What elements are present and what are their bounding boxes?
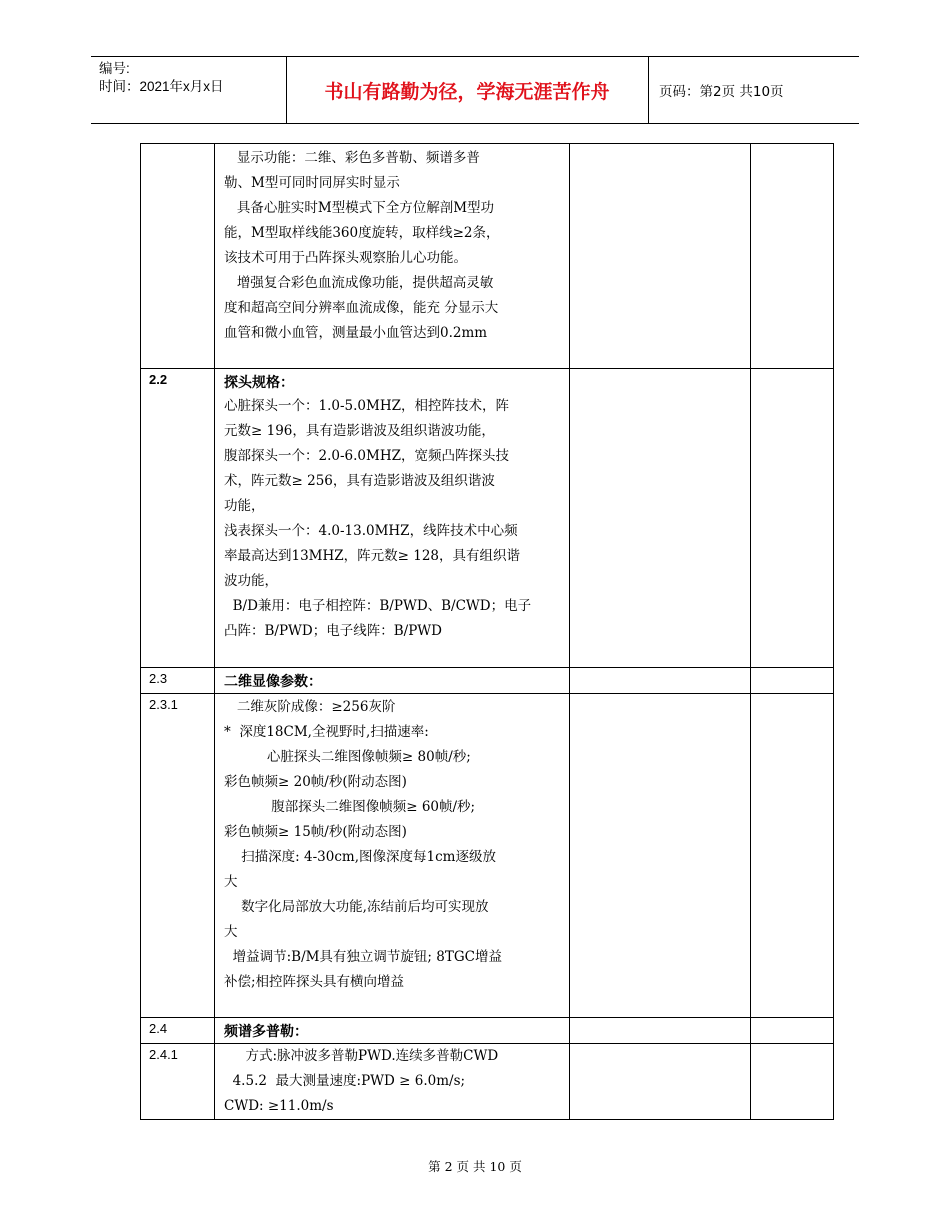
spec-line: 波功能， (224, 573, 278, 589)
header-divider (648, 57, 649, 123)
spec-line: 心脏探头二维图像帧频≥ 80帧/秒; (224, 749, 471, 765)
spec-line: 元数≥ 196，具有造影谐波及组织谐波功能， (224, 423, 495, 439)
spec-line: CWD: ≥11.0m/s (224, 1098, 334, 1114)
spec-line: 方式:脉冲波多普勒PWD.连续多普勒CWD (224, 1048, 499, 1064)
table-row (141, 144, 834, 369)
spec-line: * 深度18CM,全视野时,扫描速率: (224, 724, 429, 740)
spec-line: 凸阵：B/PWD；电子线阵：B/PWD (224, 623, 443, 639)
spec-line: 度和超高空间分辨率血流成像，能充 分显示大 (224, 300, 499, 316)
spec-line: 腹部探头二维图像帧频≥ 60帧/秒; (224, 799, 476, 815)
header-motto: 书山有路勤为径，学海无涯苦作舟 (324, 80, 610, 103)
spec-line: 率最高达到13MHZ，阵元数≥ 128，具有组织谐 (224, 548, 521, 564)
spec-line: 该技术可用于凸阵探头观察胎儿心功能。 (224, 250, 467, 266)
remarks-cell (751, 668, 834, 694)
page-footer: 第 2 页 共 10 页 (428, 1159, 522, 1174)
time-label: 时间：2021年x月x日 (99, 79, 224, 94)
item-number-cell: 2.4.1 (141, 1044, 215, 1120)
spec-line: 彩色帧频≥ 20帧/秒(附动态图) (224, 774, 407, 790)
spec-line: 增强复合彩色血流成像功能，提供超高灵敏 (224, 275, 494, 291)
spec-line: 腹部探头一个：2.0-6.0MHZ，宽频凸阵探头技 (224, 448, 509, 464)
item-number-cell (141, 144, 215, 369)
spec-line: 心脏探头一个：1.0-5.0MHZ，相控阵技术，阵 (224, 398, 509, 414)
spec-line: 勒、M型可同时同屏实时显示 (224, 175, 400, 191)
item-number-cell: 2.4 (141, 1018, 215, 1044)
spec-text-cell (215, 694, 570, 1018)
spec-line: 二维灰阶成像：≥256灰阶 (224, 699, 396, 715)
remarks-cell (751, 694, 834, 1018)
spec-line: 功能， (224, 498, 265, 514)
spec-line: 4.5.2 最大测量速度:PWD ≥ 6.0m/s; (224, 1073, 466, 1089)
number-label: 编号: (99, 61, 130, 76)
spec-line: 彩色帧频≥ 15帧/秒(附动态图) (224, 824, 407, 840)
spec-text-cell (215, 144, 570, 369)
item-number-cell: 2.3.1 (141, 694, 215, 1018)
response-cell (570, 144, 751, 369)
spec-line: 能，M型取样线能360度旋转，取样线≥2条， (224, 225, 500, 241)
section-title: 频谱多普勒： (224, 1024, 308, 1040)
spec-text-cell (215, 668, 570, 694)
spec-line: 浅表探头一个：4.0-13.0MHZ，线阵技术中心频 (224, 523, 518, 539)
table-row (141, 369, 834, 668)
remarks-cell (751, 1018, 834, 1044)
header-page-number: 页码：第2页 共10页 (659, 84, 784, 100)
table-row (141, 668, 834, 694)
spec-line: 血管和微小血管，测量最小血管达到0.2mm (224, 325, 488, 341)
spec-text-cell (215, 1018, 570, 1044)
table-row (141, 1018, 834, 1044)
spec-line: 显示功能：二维、彩色多普勒、频谱多普 (224, 150, 480, 166)
table-row (141, 694, 834, 1018)
spec-table (140, 143, 834, 1120)
table-row (141, 1044, 834, 1120)
item-number-cell: 2.2 (141, 369, 215, 668)
spec-text-cell (215, 369, 570, 668)
response-cell (570, 694, 751, 1018)
response-cell (570, 668, 751, 694)
spec-line: B/D兼用：电子相控阵：B/PWD、B/CWD；电子 (224, 598, 532, 614)
response-cell (570, 369, 751, 668)
spec-line: 补偿;相控阵探头具有横向增益 (224, 974, 405, 990)
page-header (91, 56, 859, 124)
spec-line: 术，阵元数≥ 256，具有造影谐波及组织谐波 (224, 473, 495, 489)
response-cell (570, 1018, 751, 1044)
spec-line: 数字化局部放大功能,冻结前后均可实现放 (224, 899, 489, 915)
remarks-cell (751, 1044, 834, 1120)
section-title: 二维显像参数： (224, 674, 322, 690)
remarks-cell (751, 144, 834, 369)
spec-line: 大 (224, 874, 238, 890)
item-number-cell: 2.3 (141, 668, 215, 694)
spec-line: 扫描深度: 4-30cm,图像深度每1cm逐级放 (224, 849, 496, 865)
section-title: 探头规格： (224, 375, 294, 391)
spec-text-cell (215, 1044, 570, 1120)
spec-line: 增益调节:B/M具有独立调节旋钮; 8TGC增益 (224, 949, 502, 965)
response-cell (570, 1044, 751, 1120)
spec-line: 具备心脏实时M型模式下全方位解剖M型功 (224, 200, 495, 216)
remarks-cell (751, 369, 834, 668)
header-meta (99, 60, 224, 96)
spec-line: 大 (224, 924, 238, 940)
